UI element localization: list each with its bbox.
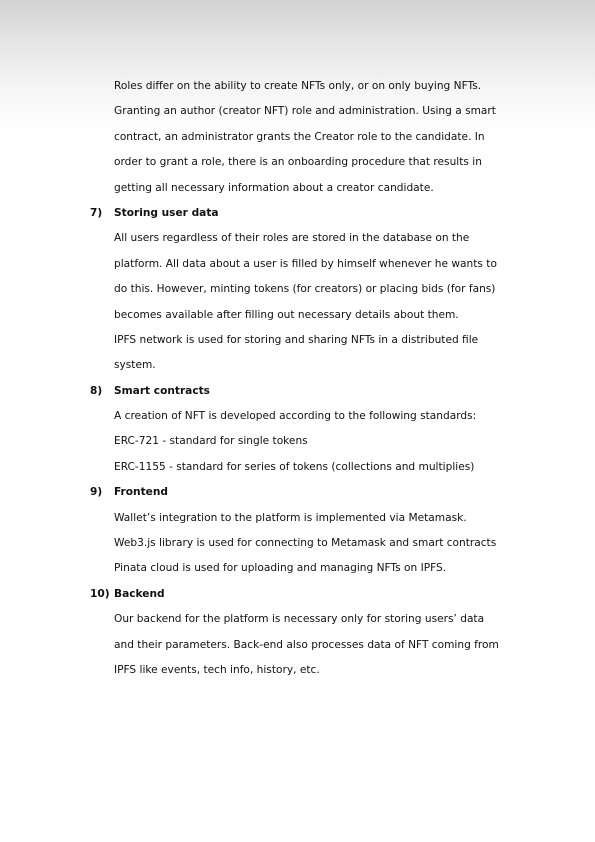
section-title: Smart contracts — [114, 384, 210, 397]
section-number: 7) — [90, 206, 103, 219]
intro-line: contract, an administrator grants the Creator role to the candidate. In — [114, 130, 485, 143]
intro-line: Granting an author (creator NFT) role and administration. Using a smart — [114, 105, 496, 118]
section-heading-backend — [0, 584, 595, 609]
section-line: All users regardless of their roles are stored in the database on the — [114, 232, 470, 245]
section-number: 10) — [90, 587, 110, 600]
section-title: Storing user data — [114, 206, 219, 219]
section-line: ERC-721 - standard for single tokens — [114, 435, 308, 448]
document-body — [0, 76, 595, 685]
section-line: ERC-1155 - standard for series of tokens (collections and multiplies) — [114, 460, 475, 473]
section-line: Pinata cloud is used for uploading and managing NFTs on IPFS. — [114, 562, 447, 575]
section-number: 9) — [90, 486, 103, 499]
section-number: 8) — [90, 384, 103, 397]
section-heading-storing-user-data — [0, 203, 595, 228]
section-title: Frontend — [114, 486, 168, 499]
section-line: A creation of NFT is developed according to the following standards: — [114, 410, 477, 423]
section-line: system. — [114, 359, 156, 372]
section-line: becomes available after filling out necessary details about them. — [114, 308, 459, 321]
section-title: Backend — [114, 587, 165, 600]
section-line: IPFS network is used for storing and sharing NFTs in a distributed file — [114, 333, 479, 346]
section-line: and their parameters. Back-end also processes data of NFT coming from — [114, 638, 499, 651]
section-line: Our backend for the platform is necessary only for storing users’ data — [114, 613, 485, 626]
section-line: platform. All data about a user is filled by himself whenever he wants to — [114, 257, 497, 270]
section-line: do this. However, minting tokens (for creators) or placing bids (for fans) — [114, 283, 496, 296]
section-heading-frontend — [0, 482, 595, 507]
intro-line: getting all necessary information about a creator candidate. — [114, 181, 434, 194]
section-heading-smart-contracts — [0, 381, 595, 406]
intro-line: order to grant a role, there is an onboarding procedure that results in — [114, 156, 482, 169]
section-line: IPFS like events, tech info, history, etc. — [114, 663, 320, 676]
section-line: Wallet’s integration to the platform is implemented via Metamask. — [114, 511, 467, 524]
intro-line: Roles differ on the ability to create NFTs only, or on only buying NFTs. — [114, 80, 482, 92]
section-line: Web3.js library is used for connecting to Metamask and smart contracts — [114, 537, 497, 550]
